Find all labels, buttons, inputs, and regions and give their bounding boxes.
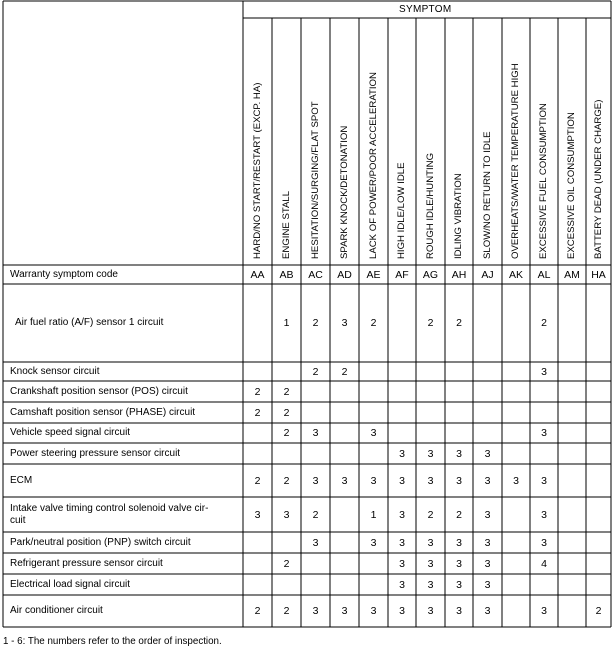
symptom-header: SYMPTOM bbox=[399, 4, 452, 15]
inspection-order-cell: 3 bbox=[341, 605, 348, 617]
inspection-order-cell: 3 bbox=[399, 508, 405, 521]
row-label: Refrigerant pressure sensor circuit bbox=[10, 557, 163, 569]
symptom-code-ag: AG bbox=[422, 268, 439, 281]
row-label: Air conditioner circuit bbox=[10, 605, 103, 616]
inspection-order-cell: 3 bbox=[541, 365, 547, 378]
inspection-order-cell: 3 bbox=[456, 557, 462, 570]
row-label: cuit bbox=[10, 514, 26, 526]
inspection-order-cell: 2 bbox=[283, 557, 290, 570]
row-label: Park/neutral position (PNP) switch circuit bbox=[10, 536, 191, 548]
inspection-order-cell: 3 bbox=[312, 536, 319, 549]
inspection-order-cell: 3 bbox=[456, 536, 462, 549]
inspection-order-cell: 3 bbox=[427, 557, 434, 570]
inspection-order-cell: 2 bbox=[254, 474, 261, 487]
inspection-order-cell: 3 bbox=[399, 474, 405, 487]
symptom-code-ab: AB bbox=[279, 268, 294, 281]
row-label: Air fuel ratio (A/F) sensor 1 circuit bbox=[15, 317, 164, 328]
column-header-ak: OVERHEATS/WATER TEMPERATURE HIGH bbox=[510, 63, 521, 259]
inspection-order-cell: 2 bbox=[283, 406, 290, 419]
inspection-order-cell: 2 bbox=[312, 365, 319, 378]
inspection-order-cell: 2 bbox=[595, 605, 602, 617]
inspection-order-cell: 3 bbox=[541, 605, 547, 617]
row-label: Vehicle speed signal circuit bbox=[10, 427, 131, 438]
symptom-code-ae: AE bbox=[366, 268, 381, 281]
inspection-order-cell: 3 bbox=[484, 508, 491, 521]
inspection-order-cell: 3 bbox=[341, 317, 348, 329]
inspection-order-cell: 3 bbox=[456, 447, 462, 460]
footnote: 1 - 6: The numbers refer to the order of inspection. bbox=[3, 636, 222, 647]
inspection-order-cell: 3 bbox=[456, 605, 462, 617]
inspection-order-cell: 2 bbox=[541, 317, 547, 329]
inspection-order-cell: 3 bbox=[399, 578, 405, 591]
inspection-order-cell: 2 bbox=[427, 317, 434, 329]
inspection-order-cell: 2 bbox=[283, 605, 290, 617]
inspection-order-cell: 3 bbox=[283, 508, 290, 521]
row-label: Camshaft position sensor (PHASE) circuit bbox=[10, 406, 196, 418]
inspection-order-cell: 1 bbox=[283, 317, 290, 329]
inspection-order-cell: 3 bbox=[399, 447, 405, 460]
inspection-order-cell: 2 bbox=[283, 427, 290, 439]
inspection-order-cell: 3 bbox=[456, 578, 462, 591]
column-header-ha: BATTERY DEAD (UNDER CHARGE) bbox=[592, 99, 604, 259]
inspection-order-cell: 2 bbox=[312, 508, 319, 521]
column-header-ac: HESITATION/SURGING/FLAT SPOT bbox=[309, 101, 321, 259]
inspection-order-cell: 2 bbox=[456, 317, 462, 329]
inspection-order-cell: 3 bbox=[341, 474, 348, 487]
inspection-order-cell: 3 bbox=[541, 427, 547, 439]
inspection-order-cell: 2 bbox=[283, 385, 290, 398]
inspection-order-cell: 3 bbox=[254, 508, 261, 521]
symptom-code-aa: AA bbox=[250, 268, 265, 281]
inspection-order-cell: 3 bbox=[484, 474, 491, 487]
column-header-al: EXCESSIVE FUEL CONSUMPTION bbox=[538, 103, 549, 259]
inspection-order-cell: 3 bbox=[370, 536, 377, 549]
column-header-ae: LACK OF POWER/POOR ACCELERATION bbox=[367, 72, 379, 259]
symptom-code-aj: AJ bbox=[481, 268, 494, 281]
inspection-order-cell: 2 bbox=[254, 385, 261, 398]
inspection-order-cell: 3 bbox=[484, 536, 491, 549]
symptom-code-ah: AH bbox=[451, 268, 467, 281]
symptom-code-af: AF bbox=[395, 268, 409, 281]
inspection-order-cell: 2 bbox=[254, 406, 261, 419]
symptom-code-al: AL bbox=[537, 268, 551, 281]
inspection-order-cell: 3 bbox=[484, 447, 491, 460]
inspection-order-cell: 2 bbox=[283, 474, 290, 487]
column-header-ab: ENGINE STALL bbox=[280, 190, 292, 259]
inspection-order-cell: 3 bbox=[370, 605, 377, 617]
symptom-code-ad: AD bbox=[337, 268, 352, 281]
column-header-af: HIGH IDLE/LOW IDLE bbox=[396, 162, 407, 259]
inspection-order-cell: 3 bbox=[399, 557, 405, 570]
column-header-am: EXCESSIVE OIL CONSUMPTION bbox=[566, 112, 577, 259]
symptom-code-am: AM bbox=[564, 268, 580, 281]
inspection-order-cell: 3 bbox=[312, 427, 319, 439]
inspection-order-cell: 2 bbox=[312, 317, 319, 329]
column-header-aa: HARD/NO START/RESTART (EXCP. HA) bbox=[251, 82, 263, 259]
inspection-order-cell: 1 bbox=[370, 508, 377, 521]
inspection-order-cell: 3 bbox=[399, 536, 405, 549]
inspection-order-cell: 4 bbox=[541, 557, 547, 570]
inspection-order-cell: 3 bbox=[427, 474, 434, 487]
column-header-ad: SPARK KNOCK/DETONATION bbox=[338, 125, 350, 259]
inspection-order-cell: 3 bbox=[427, 447, 434, 460]
inspection-order-cell: 3 bbox=[541, 474, 547, 487]
column-header-ag: ROUGH IDLE/HUNTING bbox=[424, 152, 436, 259]
inspection-order-cell: 3 bbox=[513, 474, 519, 487]
row-label: Power steering pressure sensor circuit bbox=[10, 447, 181, 459]
inspection-order-cell: 3 bbox=[399, 605, 405, 617]
inspection-order-cell: 2 bbox=[427, 508, 434, 521]
column-header-ah: IDLING VIBRATION bbox=[453, 173, 464, 259]
row-label: Knock sensor circuit bbox=[10, 365, 100, 377]
inspection-order-cell: 3 bbox=[312, 474, 319, 487]
inspection-order-cell: 3 bbox=[370, 474, 377, 487]
column-header-aj: SLOW/NO RETURN TO IDLE bbox=[481, 131, 493, 259]
inspection-order-cell: 3 bbox=[484, 578, 491, 591]
inspection-order-cell: 3 bbox=[312, 605, 319, 617]
inspection-order-cell: 3 bbox=[541, 508, 547, 521]
inspection-order-cell: 3 bbox=[484, 557, 491, 570]
inspection-order-cell: 3 bbox=[456, 474, 462, 487]
row-label: Intake valve timing control solenoid valve cir- bbox=[10, 502, 209, 514]
row-label: Electrical load signal circuit bbox=[10, 578, 131, 590]
inspection-order-cell: 2 bbox=[254, 605, 261, 617]
inspection-order-cell: 2 bbox=[370, 317, 377, 329]
inspection-order-cell: 2 bbox=[456, 508, 462, 521]
row-label: ECM bbox=[10, 474, 33, 486]
symptom-code-ha: HA bbox=[591, 268, 606, 281]
inspection-order-cell: 3 bbox=[427, 605, 434, 617]
inspection-order-cell: 3 bbox=[427, 578, 434, 591]
inspection-order-cell: 2 bbox=[341, 365, 348, 378]
symptom-code-ac: AC bbox=[308, 268, 323, 281]
row-label: Crankshaft position sensor (POS) circuit bbox=[10, 385, 188, 397]
inspection-order-cell: 3 bbox=[541, 536, 547, 549]
code-row-label: Warranty symptom code bbox=[10, 268, 118, 280]
inspection-order-cell: 3 bbox=[370, 427, 377, 439]
inspection-order-cell: 3 bbox=[484, 605, 491, 617]
symptom-code-ak: AK bbox=[508, 268, 523, 281]
inspection-order-cell: 3 bbox=[427, 536, 434, 549]
